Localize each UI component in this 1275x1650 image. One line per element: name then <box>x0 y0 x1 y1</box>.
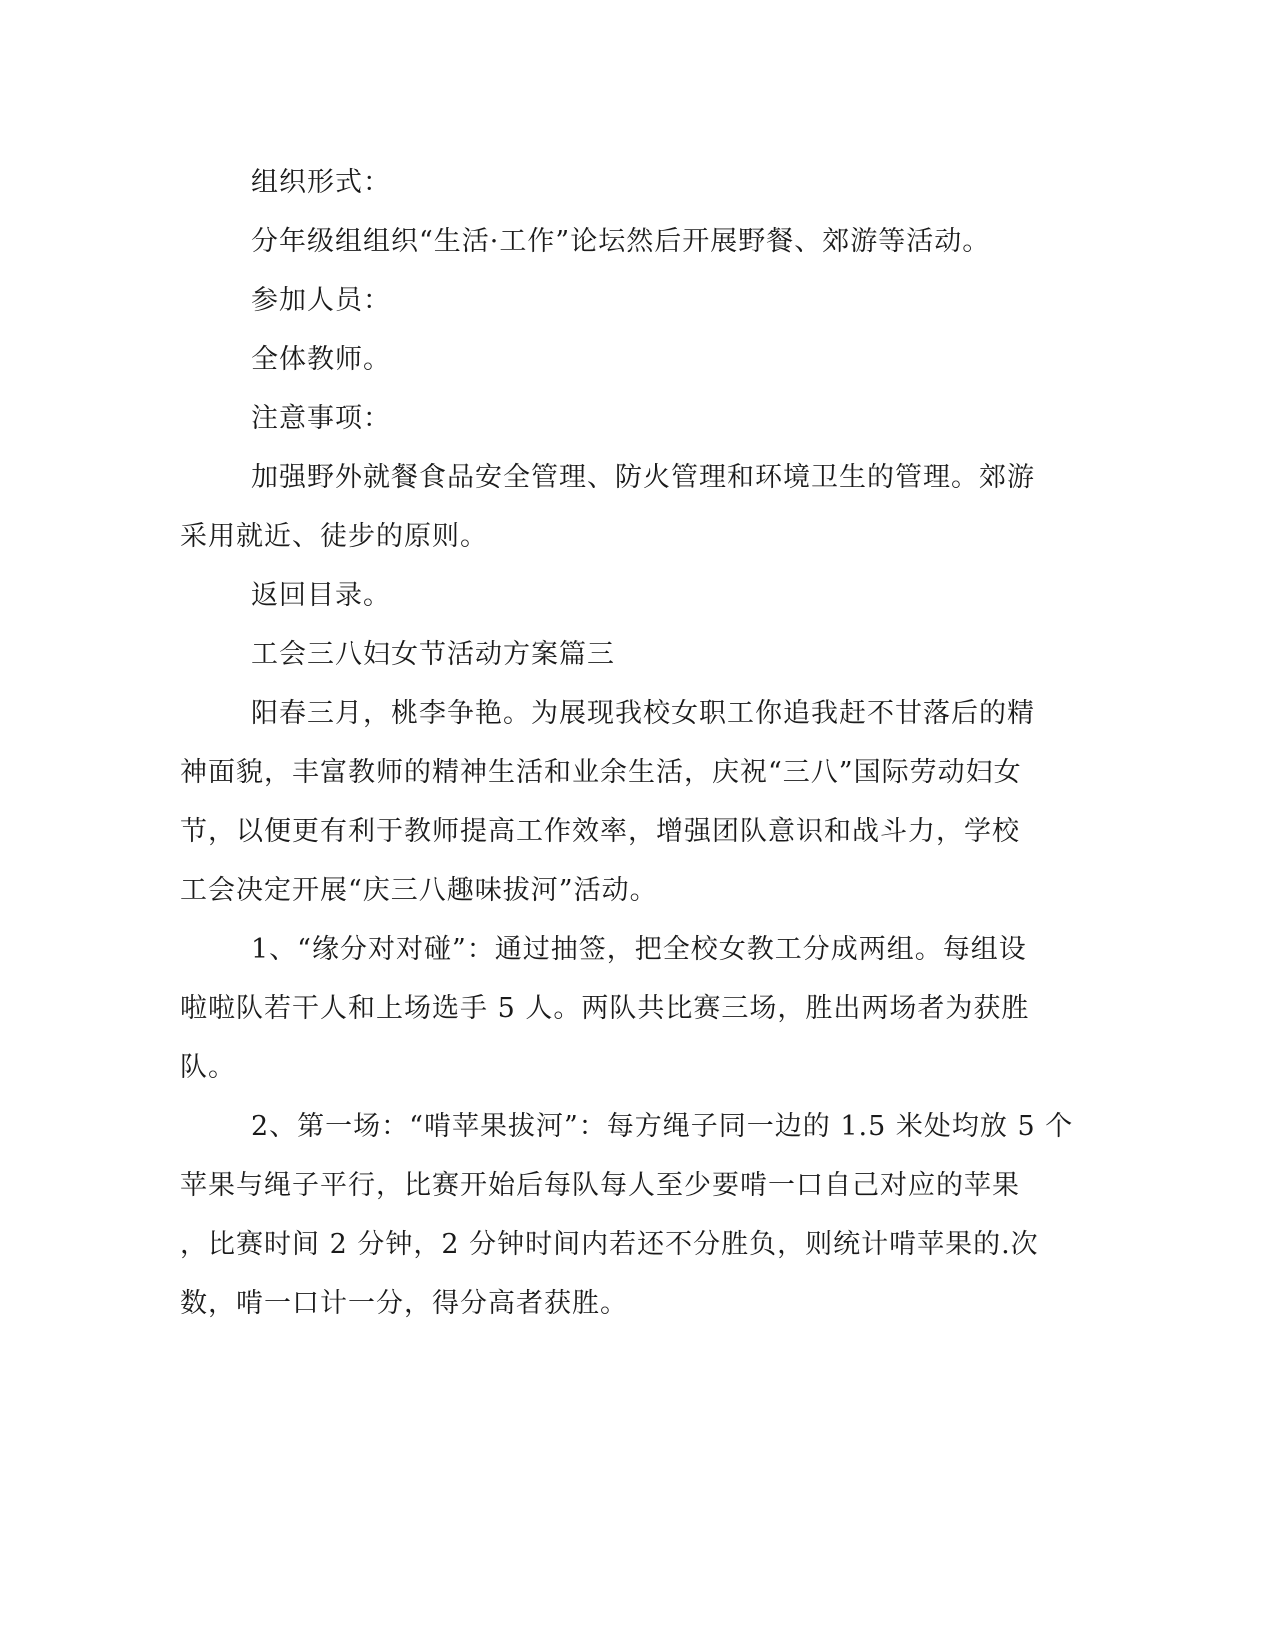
paragraph-intro-line: 阳春三月，桃李争艳。为展现我校女职工你追我赶不甘落后的精 <box>251 698 1035 729</box>
paragraph-intro-line: 节，以便更有利于教师提高工作效率，增强团队意识和战斗力，学校 <box>180 816 1020 847</box>
paragraph-intro-line: 工会决定开展“庆三八趣味拔河”活动。 <box>180 875 658 906</box>
section-title-part-three: 工会三八妇女节活动方案篇三 <box>251 639 615 670</box>
section-heading-notes: 注意事项： <box>251 403 391 434</box>
return-to-contents: 返回目录。 <box>251 580 391 611</box>
paragraph-organization: 分年级组组织“生活·工作”论坛然后开展野餐、郊游等活动。 <box>251 226 991 257</box>
section-heading-participants: 参加人员： <box>251 285 391 316</box>
paragraph-intro-line: 神面貌，丰富教师的精神生活和业余生活，庆祝“三八”国际劳动妇女 <box>180 757 1022 788</box>
section-heading-organization: 组织形式： <box>251 167 391 198</box>
paragraph-participants: 全体教师。 <box>251 344 391 375</box>
list-item-2-line: ，比赛时间 2 分钟，2 分钟时间内若还不分胜负，则统计啃苹果的.次 <box>180 1229 1039 1260</box>
list-item-1-line: 1、“缘分对对碰”：通过抽签，把全校女教工分成两组。每组设 <box>251 934 1027 965</box>
paragraph-notes-line: 采用就近、徒步的原则。 <box>180 521 488 552</box>
paragraph-notes-line: 加强野外就餐食品安全管理、防火管理和环境卫生的管理。郊游 <box>251 462 1035 493</box>
list-item-2-line: 数，啃一口计一分，得分高者获胜。 <box>180 1288 628 1319</box>
list-item-1-line: 队。 <box>180 1052 236 1083</box>
list-item-2-line: 苹果与绳子平行，比赛开始后每队每人至少要啃一口自己对应的苹果 <box>180 1170 1020 1201</box>
list-item-1-line: 啦啦队若干人和上场选手 5 人。两队共比赛三场，胜出两场者为获胜 <box>180 993 1030 1024</box>
list-item-2-line: 2、第一场：“啃苹果拔河”：每方绳子同一边的 1.5 米处均放 5 个 <box>251 1111 1074 1142</box>
